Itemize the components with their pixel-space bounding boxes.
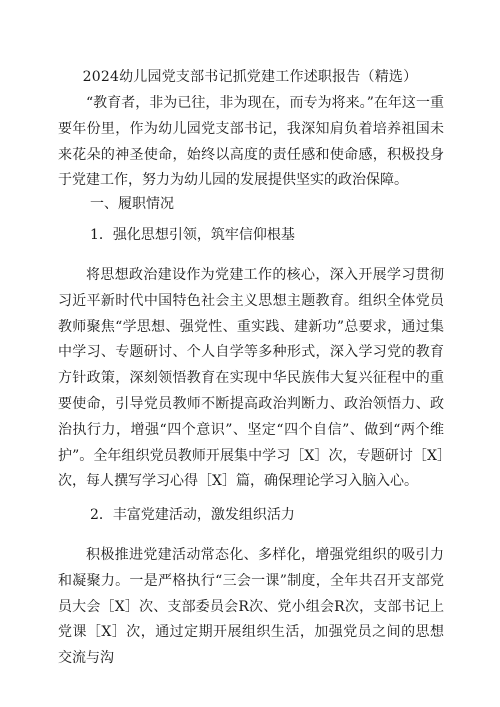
subsection-heading-2: 2．丰富党建活动，激发组织活力 xyxy=(90,507,295,523)
intro-paragraph: “教育者，非为已往，非为现在，而专为将来。”在年这一重要年份里，作为幼儿园党支部书记，我深知肩负着培养祖国未来花朵的神圣使命，始终以高度的责任感和使命感，积极投身于党建工作，努力为幼儿园的发展提供坚实的政治保障。 xyxy=(58,95,444,189)
subsection-heading-1: 1．强化思想引领，筑牢信仰根基 xyxy=(90,227,295,243)
document-title: 2024幼儿园党支部书记抓党建工作述职报告（精选） xyxy=(82,69,418,85)
body-paragraph-2: 积极推进党建活动常态化、多样化，增强党组织的吸引力和凝聚力。一是严格执行“三会一课”制度，全年共召开支部党员大会［X］次、支部委员会R次、党小组会R次，支部书记上党课［X］次，通过定期开展组织生活，加强党员之间的思想交流与沟 xyxy=(58,547,444,667)
body-paragraph-1: 将思想政治建设作为党建工作的核心，深入开展学习贯彻习近平新时代中国特色社会主义思想主题教育。组织全体党员教师聚焦“学思想、强党性、重实践、建新功”总要求，通过集中学习、专题研讨、个人自学等多种形式，深入学习党的教育方针政策，深刻领悟教育在实现中华民族伟大复兴征程中的重要使命，引导党员教师不断提高政治判断力、政治领悟力、政治执行力，增强“四个意识”、坚定“四个自信”、做到“两个维护”。全年组织党员教师开展集中学习［X］次，专题研讨［X］次，每人撰写学习心得［X］篇，确保理论学习入脑入心。 xyxy=(58,267,444,490)
section-heading: 一、履职情况 xyxy=(90,196,174,212)
